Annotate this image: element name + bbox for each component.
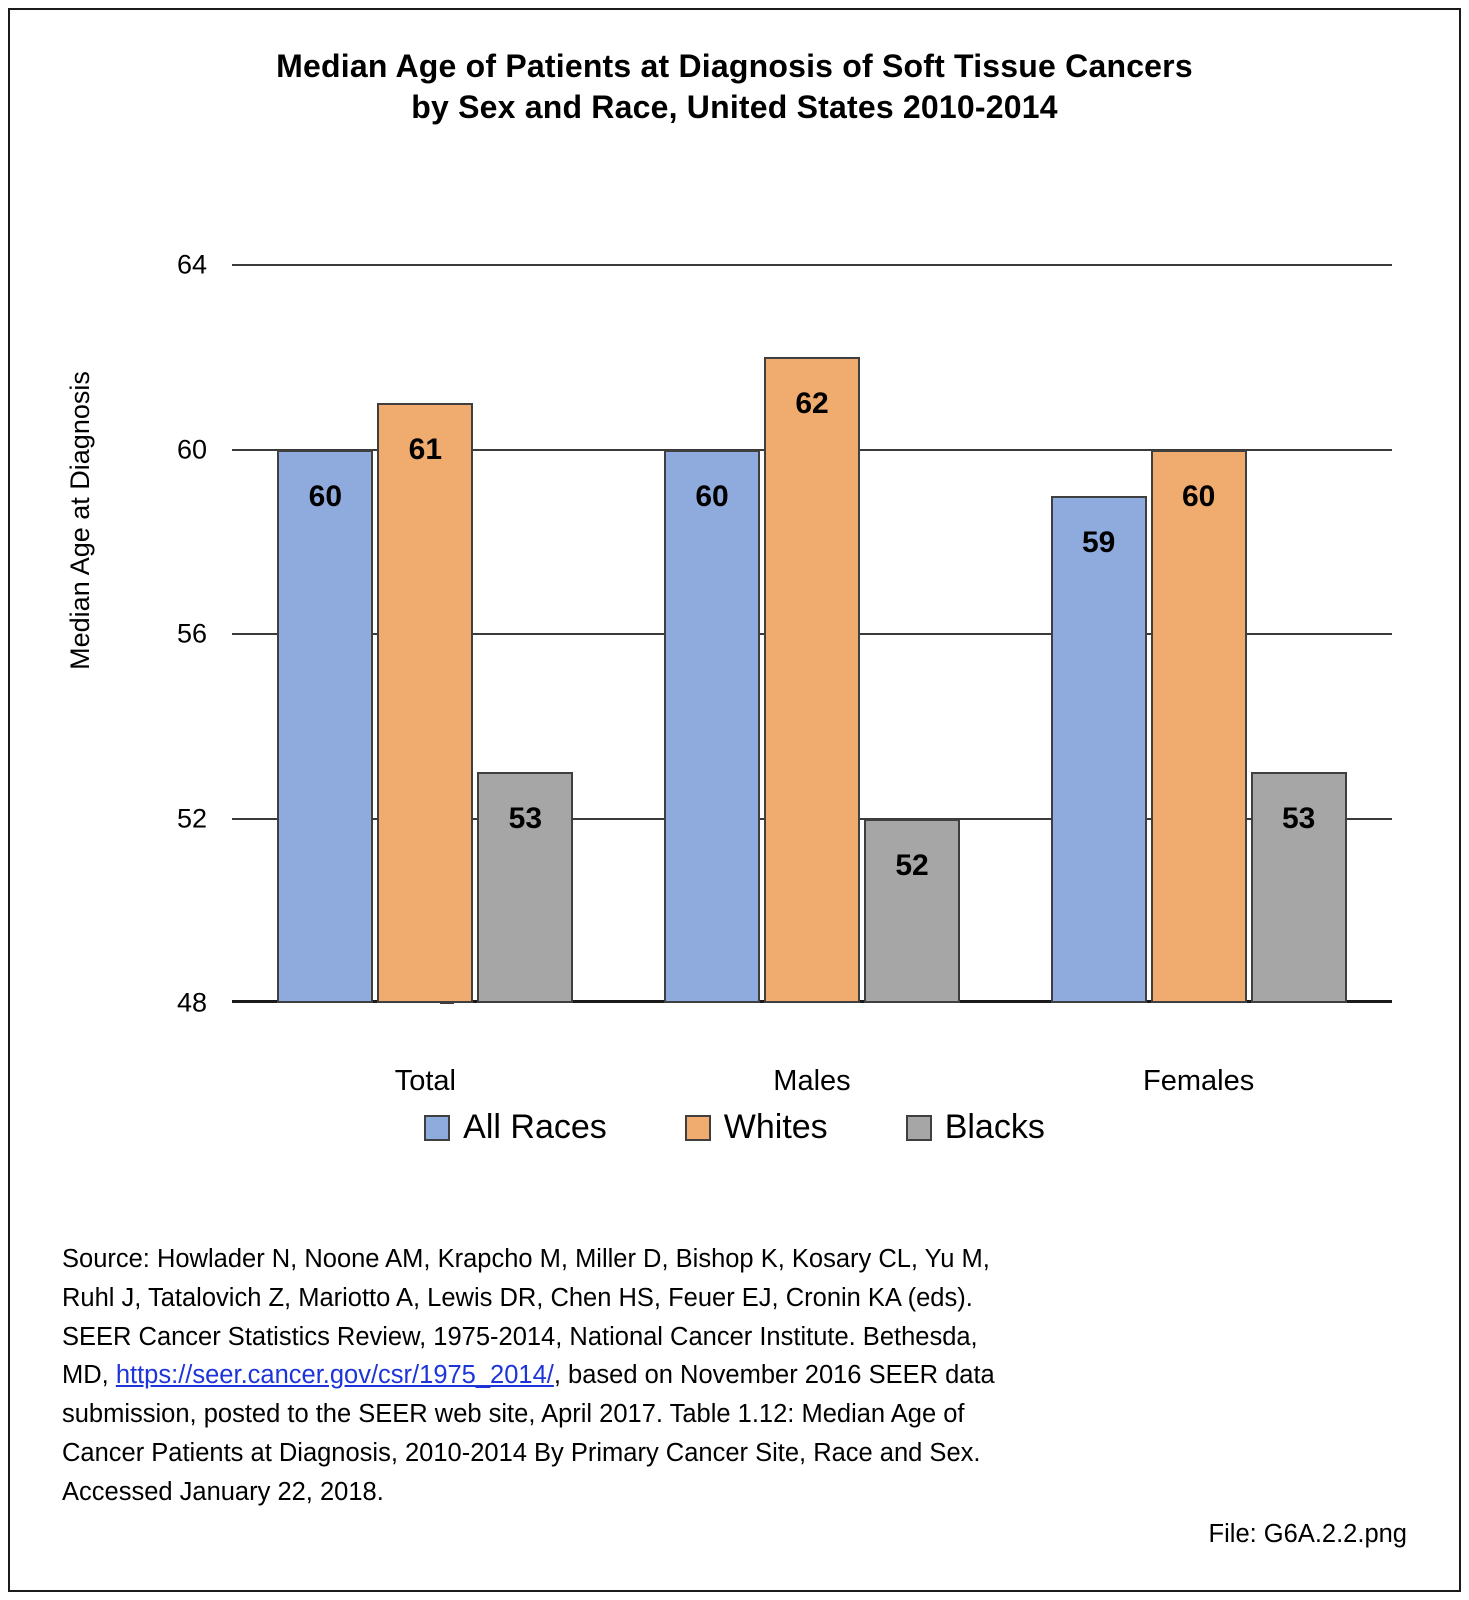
source-line-1: Source: Howlader N, Noone AM, Krapcho M, Miller D, Bishop K, Kosary CL, Yu M,: [62, 1245, 990, 1273]
bar-females-blacks: [1251, 772, 1347, 1003]
y-tick-label-64: 64: [176, 249, 207, 280]
chart-title-line-2: by Sex and Race, United States 2010-2014: [411, 88, 1058, 125]
bar-value-label: 53: [508, 802, 543, 836]
y-tick-label-56: 56: [176, 618, 207, 649]
x-group-label-total: Total: [394, 1065, 456, 1097]
chart-title: [10, 46, 1459, 128]
legend-label: Blacks: [944, 1108, 1045, 1146]
bar-value-label: 62: [795, 387, 829, 421]
source-line-2: Ruhl J, Tatalovich Z, Mariotto A, Lewis DR, Chen HS, Feuer EJ, Cronin KA (eds).: [62, 1283, 973, 1312]
bar-females-whites: [1151, 450, 1247, 1004]
bar-males-all-races: [664, 450, 760, 1004]
bar-total-blacks: [477, 772, 573, 1003]
source-note: [62, 1240, 1422, 1511]
source-line-6: Cancer Patients at Diagnosis, 2010-2014 By Primary Cancer Site, Race and Sex.: [62, 1438, 981, 1467]
x-group-label-males: Males: [773, 1065, 851, 1097]
y-axis-label: Median Age at Diagnosis: [64, 370, 95, 670]
bar-value-label: 59: [1081, 525, 1116, 559]
chart-title-line-1: Median Age of Patients at Diagnosis of Soft Tissue Cancers: [276, 48, 1193, 84]
chart-frame: [8, 8, 1461, 1592]
bar-value-label: 53: [1281, 802, 1316, 836]
source-line-3: SEER Cancer Statistics Review, 1975-2014, National Cancer Institute. Bethesda,: [62, 1322, 978, 1351]
legend-label: All Races: [463, 1108, 607, 1146]
legend-swatch-icon: [685, 1115, 711, 1141]
bar-value-label: 60: [695, 479, 729, 513]
bar-total-all-races: [277, 450, 373, 1004]
file-label: File: G6A.2.2.png: [1208, 1520, 1407, 1548]
legend-item-blacks: [906, 1108, 1045, 1147]
source-line-7: Accessed January 22, 2018.: [62, 1477, 384, 1506]
source-line-4-suffix: , based on November 2016 SEER data: [553, 1361, 995, 1390]
bar-value-label: 60: [1181, 479, 1216, 513]
legend-item-whites: [685, 1108, 828, 1147]
source-line-5: submission, posted to the SEER web site, April 2017. Table 1.12: Median Age of: [62, 1400, 965, 1428]
legend-swatch-icon: [906, 1115, 932, 1141]
plot-area: [10, 210, 1459, 1097]
y-tick-label-48: 48: [176, 987, 207, 1018]
bar-value-label: 52: [895, 848, 929, 882]
legend-label: Whites: [723, 1108, 828, 1146]
y-tick-label-52: 52: [176, 803, 207, 833]
bar-total-whites: [377, 403, 473, 1003]
y-tick-mark-64: [440, 264, 454, 266]
legend-swatch-icon: [424, 1115, 450, 1141]
bar-males-blacks: [864, 819, 960, 1004]
x-group-label-females: Females: [1143, 1065, 1255, 1097]
y-tick-label-60: 60: [176, 434, 207, 464]
bar-value-label: 61: [408, 433, 443, 467]
gridline-64: [232, 264, 1392, 266]
seer-csr-link[interactable]: https://seer.cancer.gov/csr/1975_2014/: [115, 1361, 554, 1390]
source-line-4-prefix: MD,: [62, 1361, 116, 1390]
bar-value-label: 60: [308, 479, 343, 513]
legend-item-all-races: [424, 1108, 607, 1147]
chart-legend: [10, 1108, 1459, 1147]
source-line-4: [62, 1356, 1422, 1395]
bar-males-whites: [764, 357, 860, 1003]
bar-females-all-races: [1051, 496, 1147, 1003]
plot-canvas: [176, 249, 1392, 1097]
